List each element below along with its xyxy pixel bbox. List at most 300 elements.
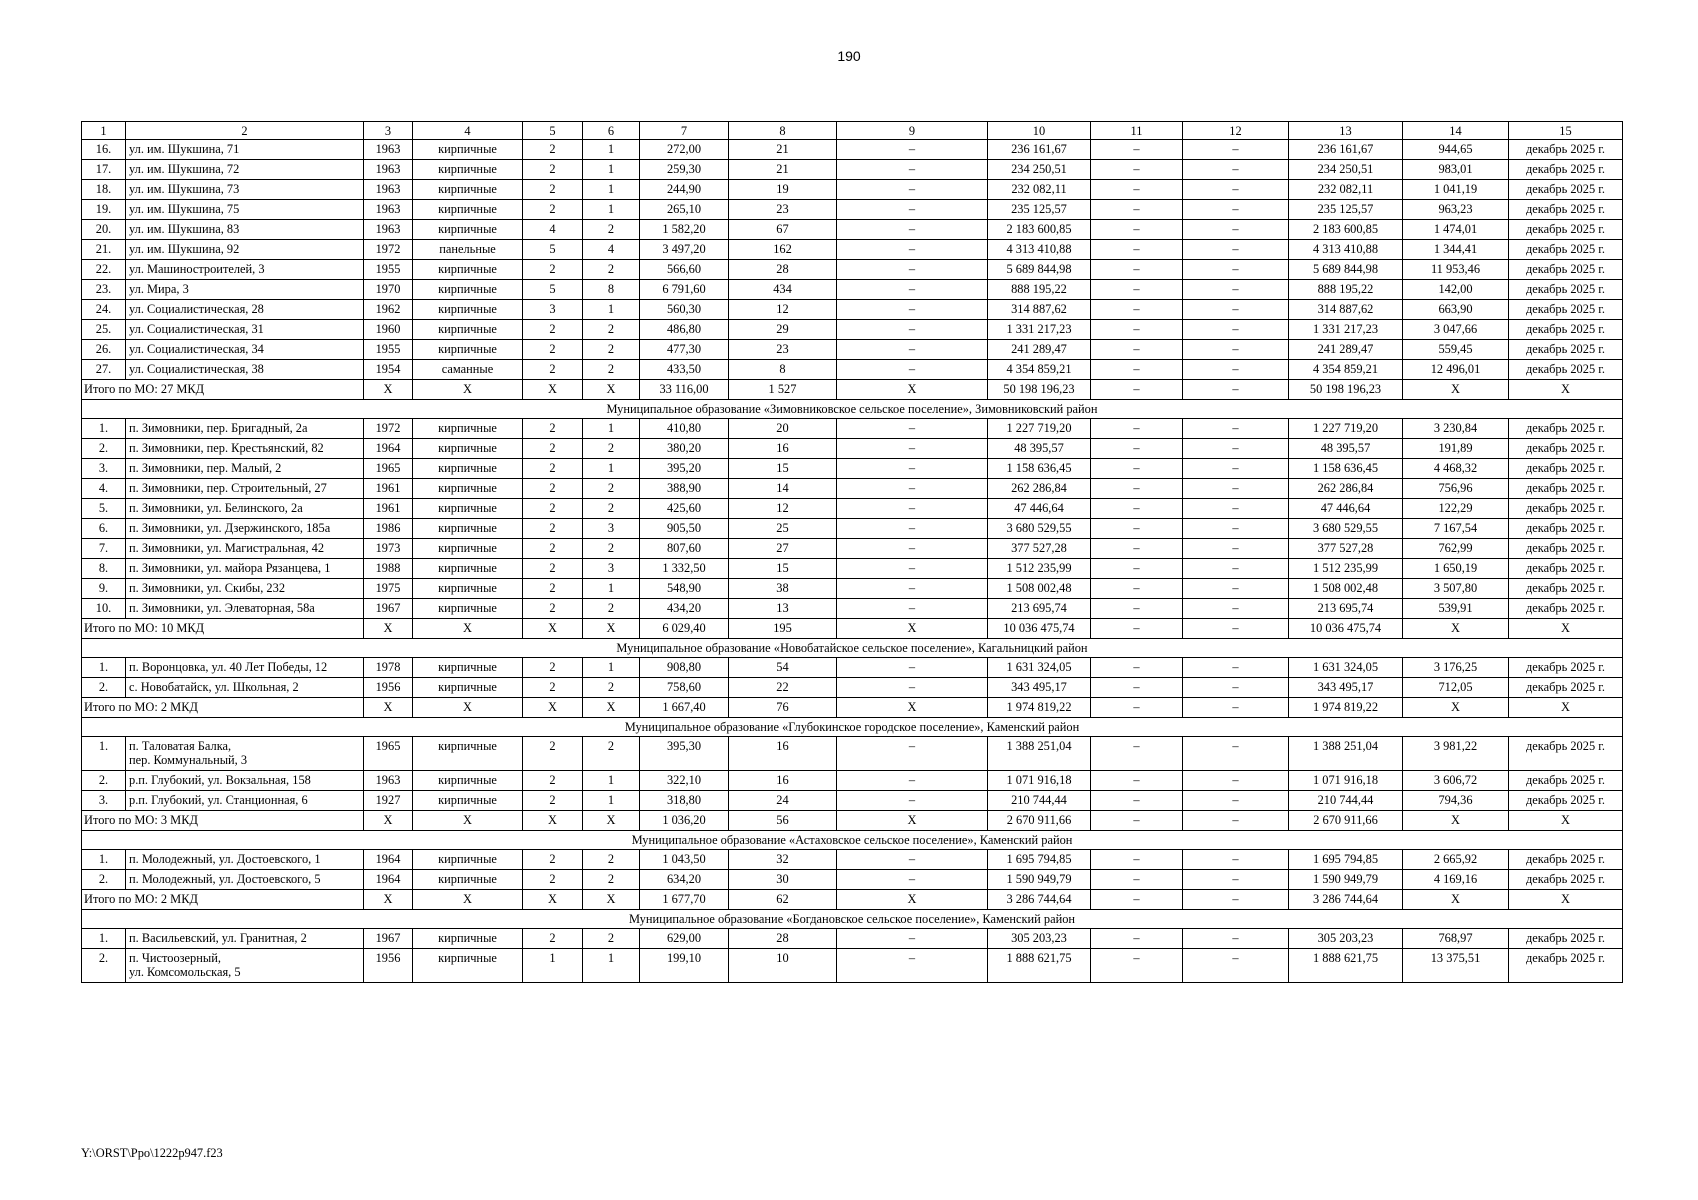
cost-total-cell: 1 888 621,75: [988, 949, 1091, 983]
row-number-cell: 20.: [82, 220, 126, 240]
row-number-cell: 18.: [82, 180, 126, 200]
area-cell: 758,60: [640, 678, 729, 698]
col-12-cell: –: [1183, 737, 1289, 771]
total-cell: 10 036 475,74: [988, 619, 1091, 639]
completion-date-cell: декабрь 2025 г.: [1509, 499, 1623, 519]
year-built-cell: 1956: [364, 949, 413, 983]
residents-cell: 24: [729, 791, 837, 811]
row-number-cell: 22.: [82, 260, 126, 280]
residents-cell: 15: [729, 559, 837, 579]
table-row: [82, 791, 1623, 811]
row-number-cell: 19.: [82, 200, 126, 220]
area-cell: 807,60: [640, 539, 729, 559]
total-cell: X: [413, 811, 523, 831]
floors-cell: 2: [523, 459, 583, 479]
area-cell: 272,00: [640, 140, 729, 160]
completion-date-cell: декабрь 2025 г.: [1509, 459, 1623, 479]
col-12-cell: –: [1183, 539, 1289, 559]
total-cell: 2 670 911,66: [988, 811, 1091, 831]
total-cell: 6 029,40: [640, 619, 729, 639]
total-cell: 50 198 196,23: [988, 380, 1091, 400]
floors-cell: 5: [523, 280, 583, 300]
col-12-cell: –: [1183, 200, 1289, 220]
col-11-cell: –: [1091, 180, 1183, 200]
completion-date-cell: декабрь 2025 г.: [1509, 929, 1623, 949]
cost-total-cell: 48 395,57: [988, 439, 1091, 459]
entrances-cell: 2: [583, 539, 640, 559]
completion-date-cell: декабрь 2025 г.: [1509, 870, 1623, 890]
entrances-cell: 1: [583, 658, 640, 678]
year-built-cell: 1963: [364, 771, 413, 791]
floors-cell: 2: [523, 479, 583, 499]
total-cell: 1 667,40: [640, 698, 729, 718]
col-12-cell: –: [1183, 929, 1289, 949]
row-number-cell: 21.: [82, 240, 126, 260]
table-row: [82, 579, 1623, 599]
floors-cell: 2: [523, 539, 583, 559]
wall-material-cell: кирпичные: [413, 180, 523, 200]
table-row: [82, 320, 1623, 340]
cost-fund-cell: 1 331 217,23: [1289, 320, 1403, 340]
cost-fund-cell: 377 527,28: [1289, 539, 1403, 559]
total-cell: –: [1183, 698, 1289, 718]
col-12-cell: –: [1183, 658, 1289, 678]
municipality-title: Муниципальное образование «Новобатайское сельское поселение», Кагальницкий район: [82, 639, 1623, 658]
residents-cell: 13: [729, 599, 837, 619]
table-row: [82, 160, 1623, 180]
cost-per-sqm-cell: 4 169,16: [1403, 870, 1509, 890]
col-11-cell: –: [1091, 737, 1183, 771]
address-cell: ул. им. Шукшина, 75: [126, 200, 364, 220]
year-built-cell: 1961: [364, 499, 413, 519]
cost-total-cell: 236 161,67: [988, 140, 1091, 160]
total-cell: X: [1509, 698, 1623, 718]
address-cell: п. Зимовники, ул. Белинского, 2а: [126, 499, 364, 519]
table-row: [82, 439, 1623, 459]
table-row: [82, 771, 1623, 791]
residents-cell: 162: [729, 240, 837, 260]
col-12-cell: –: [1183, 850, 1289, 870]
cost-fund-cell: 1 227 719,20: [1289, 419, 1403, 439]
table-row: [82, 658, 1623, 678]
floors-cell: 2: [523, 320, 583, 340]
total-cell: X: [1403, 811, 1509, 831]
total-cell: X: [583, 380, 640, 400]
total-cell: 1 974 819,22: [1289, 698, 1403, 718]
wall-material-cell: кирпичные: [413, 949, 523, 983]
cost-per-sqm-cell: 12 496,01: [1403, 360, 1509, 380]
table-row: [82, 300, 1623, 320]
municipality-total-row: [82, 619, 1623, 639]
cost-total-cell: 1 227 719,20: [988, 419, 1091, 439]
col-12-cell: –: [1183, 260, 1289, 280]
residents-cell: 10: [729, 949, 837, 983]
wall-material-cell: кирпичные: [413, 870, 523, 890]
column-number-cell: 8: [729, 122, 837, 140]
row-number-cell: 2.: [82, 439, 126, 459]
cost-fund-cell: 4 313 410,88: [1289, 240, 1403, 260]
row-number-cell: 1.: [82, 737, 126, 771]
cost-per-sqm-cell: 963,23: [1403, 200, 1509, 220]
completion-date-cell: декабрь 2025 г.: [1509, 539, 1623, 559]
total-label: Итого по МО: 2 МКД: [82, 698, 364, 718]
address-cell: п. Зимовники, ул. Скибы, 232: [126, 579, 364, 599]
col-11-cell: –: [1091, 459, 1183, 479]
table-row: [82, 340, 1623, 360]
cost-per-sqm-cell: 983,01: [1403, 160, 1509, 180]
row-number-cell: 3.: [82, 791, 126, 811]
total-cell: X: [583, 698, 640, 718]
col-12-cell: –: [1183, 140, 1289, 160]
row-number-cell: 1.: [82, 850, 126, 870]
cost-fund-cell: 1 888 621,75: [1289, 949, 1403, 983]
cost-per-sqm-cell: 122,29: [1403, 499, 1509, 519]
row-number-cell: 1.: [82, 419, 126, 439]
row-number-cell: 10.: [82, 599, 126, 619]
cost-total-cell: 343 495,17: [988, 678, 1091, 698]
address-cell: ул. им. Шукшина, 73: [126, 180, 364, 200]
completion-date-cell: декабрь 2025 г.: [1509, 678, 1623, 698]
entrances-cell: 2: [583, 260, 640, 280]
year-built-cell: 1965: [364, 737, 413, 771]
col-11-cell: –: [1091, 519, 1183, 539]
entrances-cell: 1: [583, 160, 640, 180]
address-cell: п. Молодежный, ул. Достоевского, 1: [126, 850, 364, 870]
total-cell: X: [837, 380, 988, 400]
column-number-cell: 1: [82, 122, 126, 140]
cost-per-sqm-cell: 3 507,80: [1403, 579, 1509, 599]
entrances-cell: 1: [583, 949, 640, 983]
row-number-cell: 2.: [82, 949, 126, 983]
col-12-cell: –: [1183, 340, 1289, 360]
municipality-title: Муниципальное образование «Глубокинское городское поселение», Каменский район: [82, 718, 1623, 737]
floors-cell: 2: [523, 260, 583, 280]
col-11-cell: –: [1091, 280, 1183, 300]
year-built-cell: 1954: [364, 360, 413, 380]
completion-date-cell: декабрь 2025 г.: [1509, 439, 1623, 459]
floors-cell: 2: [523, 559, 583, 579]
completion-date-cell: декабрь 2025 г.: [1509, 850, 1623, 870]
wall-material-cell: кирпичные: [413, 479, 523, 499]
total-cell: X: [364, 619, 413, 639]
entrances-cell: 1: [583, 419, 640, 439]
total-cell: 1 036,20: [640, 811, 729, 831]
area-cell: 322,10: [640, 771, 729, 791]
col-9-cell: –: [837, 340, 988, 360]
col-11-cell: –: [1091, 771, 1183, 791]
floors-cell: 2: [523, 658, 583, 678]
col-11-cell: –: [1091, 419, 1183, 439]
cost-per-sqm-cell: 712,05: [1403, 678, 1509, 698]
total-cell: –: [1183, 619, 1289, 639]
col-12-cell: –: [1183, 220, 1289, 240]
cost-per-sqm-cell: 3 981,22: [1403, 737, 1509, 771]
cost-total-cell: 232 082,11: [988, 180, 1091, 200]
floors-cell: 2: [523, 180, 583, 200]
cost-per-sqm-cell: 944,65: [1403, 140, 1509, 160]
col-11-cell: –: [1091, 539, 1183, 559]
col-11-cell: –: [1091, 850, 1183, 870]
residents-cell: 38: [729, 579, 837, 599]
residents-cell: 434: [729, 280, 837, 300]
year-built-cell: 1964: [364, 439, 413, 459]
completion-date-cell: декабрь 2025 г.: [1509, 419, 1623, 439]
wall-material-cell: кирпичные: [413, 559, 523, 579]
wall-material-cell: кирпичные: [413, 300, 523, 320]
floors-cell: 2: [523, 340, 583, 360]
total-cell: –: [1183, 890, 1289, 910]
col-11-cell: –: [1091, 439, 1183, 459]
col-11-cell: –: [1091, 160, 1183, 180]
cost-fund-cell: 1 388 251,04: [1289, 737, 1403, 771]
total-cell: 33 116,00: [640, 380, 729, 400]
col-11-cell: –: [1091, 929, 1183, 949]
cost-fund-cell: 236 161,67: [1289, 140, 1403, 160]
cost-fund-cell: 3 680 529,55: [1289, 519, 1403, 539]
year-built-cell: 1972: [364, 240, 413, 260]
completion-date-cell: декабрь 2025 г.: [1509, 658, 1623, 678]
page-number: 190: [837, 48, 861, 64]
completion-date-cell: декабрь 2025 г.: [1509, 791, 1623, 811]
address-cell: п. Зимовники, ул. Магистральная, 42: [126, 539, 364, 559]
table-row: [82, 240, 1623, 260]
wall-material-cell: панельные: [413, 240, 523, 260]
total-cell: –: [1091, 698, 1183, 718]
year-built-cell: 1963: [364, 220, 413, 240]
area-cell: 388,90: [640, 479, 729, 499]
address-cell: п. Таловатая Балка, пер. Коммунальный, 3: [126, 737, 364, 771]
row-number-cell: 16.: [82, 140, 126, 160]
address-cell: р.п. Глубокий, ул. Вокзальная, 158: [126, 771, 364, 791]
year-built-cell: 1955: [364, 260, 413, 280]
municipality-title: Муниципальное образование «Астаховское сельское поселение», Каменский район: [82, 831, 1623, 850]
entrances-cell: 8: [583, 280, 640, 300]
entrances-cell: 1: [583, 180, 640, 200]
row-number-cell: 5.: [82, 499, 126, 519]
entrances-cell: 1: [583, 200, 640, 220]
total-label: Итого по МО: 27 МКД: [82, 380, 364, 400]
year-built-cell: 1963: [364, 200, 413, 220]
col-12-cell: –: [1183, 949, 1289, 983]
cost-per-sqm-cell: 1 344,41: [1403, 240, 1509, 260]
area-cell: 486,80: [640, 320, 729, 340]
total-cell: X: [523, 890, 583, 910]
col-11-cell: –: [1091, 260, 1183, 280]
col-11-cell: –: [1091, 220, 1183, 240]
col-9-cell: –: [837, 949, 988, 983]
cost-per-sqm-cell: 191,89: [1403, 439, 1509, 459]
total-cell: 76: [729, 698, 837, 718]
total-cell: –: [1183, 811, 1289, 831]
address-cell: п. Зимовники, пер. Строительный, 27: [126, 479, 364, 499]
cost-per-sqm-cell: 539,91: [1403, 599, 1509, 619]
total-cell: X: [1509, 380, 1623, 400]
total-cell: X: [1509, 619, 1623, 639]
table-row: [82, 419, 1623, 439]
col-9-cell: –: [837, 599, 988, 619]
col-11-cell: –: [1091, 320, 1183, 340]
completion-date-cell: декабрь 2025 г.: [1509, 360, 1623, 380]
cost-fund-cell: 1 158 636,45: [1289, 459, 1403, 479]
cost-fund-cell: 262 286,84: [1289, 479, 1403, 499]
col-9-cell: –: [837, 240, 988, 260]
residents-cell: 16: [729, 737, 837, 771]
entrances-cell: 2: [583, 479, 640, 499]
col-12-cell: –: [1183, 360, 1289, 380]
residents-cell: 12: [729, 499, 837, 519]
area-cell: 259,30: [640, 160, 729, 180]
cost-fund-cell: 314 887,62: [1289, 300, 1403, 320]
table-row: [82, 499, 1623, 519]
cost-total-cell: 2 183 600,85: [988, 220, 1091, 240]
row-number-cell: 1.: [82, 658, 126, 678]
column-number-cell: 14: [1403, 122, 1509, 140]
cost-per-sqm-cell: 756,96: [1403, 479, 1509, 499]
cost-per-sqm-cell: 768,97: [1403, 929, 1509, 949]
col-9-cell: –: [837, 479, 988, 499]
year-built-cell: 1927: [364, 791, 413, 811]
address-cell: ул. Социалистическая, 31: [126, 320, 364, 340]
address-cell: п. Зимовники, ул. Дзержинского, 185а: [126, 519, 364, 539]
floors-cell: 2: [523, 791, 583, 811]
area-cell: 425,60: [640, 499, 729, 519]
completion-date-cell: декабрь 2025 г.: [1509, 300, 1623, 320]
completion-date-cell: декабрь 2025 г.: [1509, 220, 1623, 240]
cost-total-cell: 1 508 002,48: [988, 579, 1091, 599]
cost-fund-cell: 305 203,23: [1289, 929, 1403, 949]
cost-total-cell: 1 158 636,45: [988, 459, 1091, 479]
entrances-cell: 1: [583, 771, 640, 791]
col-9-cell: –: [837, 459, 988, 479]
address-cell: ул. Социалистическая, 38: [126, 360, 364, 380]
year-built-cell: 1963: [364, 160, 413, 180]
residents-cell: 30: [729, 870, 837, 890]
year-built-cell: 1970: [364, 280, 413, 300]
column-number-header-row: [82, 122, 1623, 140]
col-9-cell: –: [837, 499, 988, 519]
col-9-cell: –: [837, 658, 988, 678]
municipality-title: Муниципальное образование «Зимовниковское сельское поселение», Зимовниковский район: [82, 400, 1623, 419]
column-number-cell: 11: [1091, 122, 1183, 140]
area-cell: 1 043,50: [640, 850, 729, 870]
col-11-cell: –: [1091, 140, 1183, 160]
table-row: [82, 260, 1623, 280]
municipality-section-row: [82, 831, 1623, 850]
row-number-cell: 8.: [82, 559, 126, 579]
cost-total-cell: 314 887,62: [988, 300, 1091, 320]
cost-total-cell: 234 250,51: [988, 160, 1091, 180]
total-cell: X: [1509, 890, 1623, 910]
entrances-cell: 2: [583, 439, 640, 459]
floors-cell: 2: [523, 419, 583, 439]
year-built-cell: 1956: [364, 678, 413, 698]
total-cell: 10 036 475,74: [1289, 619, 1403, 639]
year-built-cell: 1965: [364, 459, 413, 479]
cost-total-cell: 210 744,44: [988, 791, 1091, 811]
address-cell: п. Зимовники, пер. Малый, 2: [126, 459, 364, 479]
area-cell: 395,20: [640, 459, 729, 479]
area-cell: 1 582,20: [640, 220, 729, 240]
floors-cell: 2: [523, 771, 583, 791]
col-9-cell: –: [837, 360, 988, 380]
cost-total-cell: 1 071 916,18: [988, 771, 1091, 791]
wall-material-cell: кирпичные: [413, 280, 523, 300]
col-12-cell: –: [1183, 870, 1289, 890]
total-cell: 2 670 911,66: [1289, 811, 1403, 831]
col-12-cell: –: [1183, 791, 1289, 811]
total-cell: 3 286 744,64: [988, 890, 1091, 910]
wall-material-cell: кирпичные: [413, 160, 523, 180]
residents-cell: 21: [729, 160, 837, 180]
cost-fund-cell: 1 631 324,05: [1289, 658, 1403, 678]
address-cell: ул. Социалистическая, 28: [126, 300, 364, 320]
cost-total-cell: 241 289,47: [988, 340, 1091, 360]
floors-cell: 2: [523, 929, 583, 949]
table-row: [82, 870, 1623, 890]
col-11-cell: –: [1091, 340, 1183, 360]
wall-material-cell: кирпичные: [413, 929, 523, 949]
col-9-cell: –: [837, 280, 988, 300]
cost-fund-cell: 1 512 235,99: [1289, 559, 1403, 579]
address-cell: ул. Машиностроителей, 3: [126, 260, 364, 280]
total-cell: 195: [729, 619, 837, 639]
table-row: [82, 539, 1623, 559]
entrances-cell: 2: [583, 737, 640, 771]
col-11-cell: –: [1091, 658, 1183, 678]
year-built-cell: 1961: [364, 479, 413, 499]
col-9-cell: –: [837, 539, 988, 559]
total-label: Итого по МО: 2 МКД: [82, 890, 364, 910]
cost-total-cell: 1 590 949,79: [988, 870, 1091, 890]
total-cell: X: [583, 890, 640, 910]
cost-per-sqm-cell: 762,99: [1403, 539, 1509, 559]
address-cell: п. Воронцовка, ул. 40 Лет Победы, 12: [126, 658, 364, 678]
table-row: [82, 220, 1623, 240]
col-12-cell: –: [1183, 180, 1289, 200]
col-12-cell: –: [1183, 771, 1289, 791]
housing-repair-table: [81, 121, 1623, 983]
column-number-cell: 7: [640, 122, 729, 140]
cost-fund-cell: 1 071 916,18: [1289, 771, 1403, 791]
cost-total-cell: 1 331 217,23: [988, 320, 1091, 340]
row-number-cell: 3.: [82, 459, 126, 479]
residents-cell: 16: [729, 771, 837, 791]
area-cell: 629,00: [640, 929, 729, 949]
area-cell: 199,10: [640, 949, 729, 983]
col-9-cell: –: [837, 771, 988, 791]
wall-material-cell: кирпичные: [413, 850, 523, 870]
residents-cell: 32: [729, 850, 837, 870]
floors-cell: 5: [523, 240, 583, 260]
cost-fund-cell: 2 183 600,85: [1289, 220, 1403, 240]
col-12-cell: –: [1183, 519, 1289, 539]
col-12-cell: –: [1183, 599, 1289, 619]
total-cell: 62: [729, 890, 837, 910]
col-12-cell: –: [1183, 160, 1289, 180]
cost-fund-cell: 1 590 949,79: [1289, 870, 1403, 890]
cost-fund-cell: 234 250,51: [1289, 160, 1403, 180]
col-12-cell: –: [1183, 559, 1289, 579]
total-cell: X: [583, 619, 640, 639]
total-cell: –: [1183, 380, 1289, 400]
col-12-cell: –: [1183, 479, 1289, 499]
completion-date-cell: декабрь 2025 г.: [1509, 559, 1623, 579]
cost-per-sqm-cell: 142,00: [1403, 280, 1509, 300]
col-9-cell: –: [837, 419, 988, 439]
col-9-cell: –: [837, 140, 988, 160]
completion-date-cell: декабрь 2025 г.: [1509, 160, 1623, 180]
residents-cell: 67: [729, 220, 837, 240]
